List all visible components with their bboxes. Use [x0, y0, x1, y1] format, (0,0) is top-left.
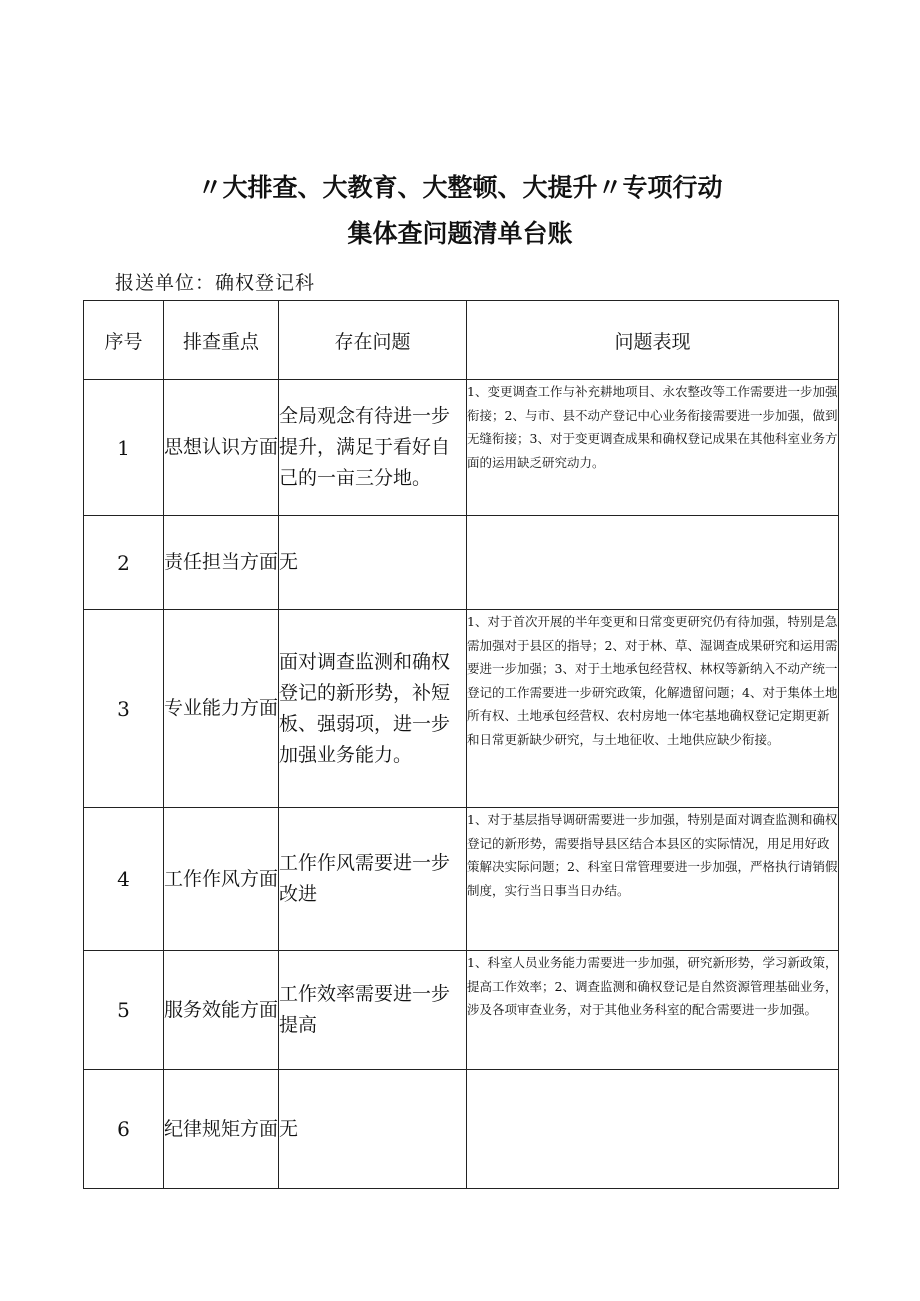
row-seq: 6: [84, 1070, 164, 1189]
row-seq: 1: [84, 380, 164, 516]
row-seq: 5: [84, 951, 164, 1070]
row-focus: 责任担当方面: [164, 516, 279, 610]
table-header-row: [84, 301, 839, 380]
row-seq: 3: [84, 610, 164, 808]
row-detail: 1、对于首次开展的半年变更和日常变更研究仍有待加强，特别是急需加强对于县区的指导；2、对于林、草、湿调查成果研究和运用需要进一步加强；3、对于土地承包经营权、林权等新纳入不动产统一登记的工作需要进一步研究政策，化解遗留问题；4、对于集体土地所有权、土地承包经营权、农村房地一体宅基地确权登记定期更新和日常更新缺少研究，与土地征收、土地供应缺少衔接。: [467, 610, 839, 808]
row-seq: 4: [84, 808, 164, 951]
row-seq: 2: [84, 516, 164, 610]
table-row: [84, 610, 839, 808]
row-focus: 思想认识方面: [164, 380, 279, 516]
reporting-unit: 报送单位：确权登记科: [115, 272, 316, 294]
row-issue: 全局观念有待进一步提升，满足于看好自己的一亩三分地。: [279, 380, 467, 516]
row-focus: 工作作风方面: [164, 808, 279, 951]
header-focus: 排查重点: [164, 301, 279, 380]
table-row: [84, 1070, 839, 1189]
row-detail: 1、变更调查工作与补充耕地项目、永农整改等工作需要进一步加强衔接；2、与市、县不动产登记中心业务衔接需要进一步加强，做到无缝衔接；3、对于变更调查成果和确权登记成果在其他科室业务方面的运用缺乏研究动力。: [467, 380, 839, 516]
row-detail: [467, 1070, 839, 1189]
document-title-line2: 集体查问题清单台账: [347, 219, 573, 248]
row-detail: 1、对于基层指导调研需要进一步加强，特别是面对调查监测和确权登记的新形势，需要指导县区结合本县区的实际情况，用足用好政策解决实际问题；2、科室日常管理要进一步加强，严格执行请销假制度，实行当日事当日办结。: [467, 808, 839, 951]
header-issue: 存在问题: [279, 301, 467, 380]
document-title-line1: 〃大排查、大教育、大整顿、大提升〃专项行动: [197, 173, 723, 202]
table-row: [84, 380, 839, 516]
row-focus: 纪律规矩方面: [164, 1070, 279, 1189]
row-issue: 面对调查监测和确权登记的新形势，补短板、强弱项，进一步加强业务能力。: [279, 610, 467, 808]
row-focus: 专业能力方面: [164, 610, 279, 808]
issue-ledger-table: [83, 300, 839, 1189]
header-detail: 问题表现: [467, 301, 839, 380]
row-issue: 工作作风需要进一步改进: [279, 808, 467, 951]
row-detail: [467, 516, 839, 610]
table-row: [84, 808, 839, 951]
row-focus: 服务效能方面: [164, 951, 279, 1070]
table-row: [84, 951, 839, 1070]
row-issue: 无: [279, 516, 467, 610]
header-seq: 序号: [84, 301, 164, 380]
table-row: [84, 516, 839, 610]
row-issue: 无: [279, 1070, 467, 1189]
row-issue: 工作效率需要进一步提高: [279, 951, 467, 1070]
row-detail: 1、科室人员业务能力需要进一步加强，研究新形势，学习新政策，提高工作效率；2、调查监测和确权登记是自然资源管理基础业务，涉及各项审查业务，对于其他业务科室的配合需要进一步加强。: [467, 951, 839, 1070]
